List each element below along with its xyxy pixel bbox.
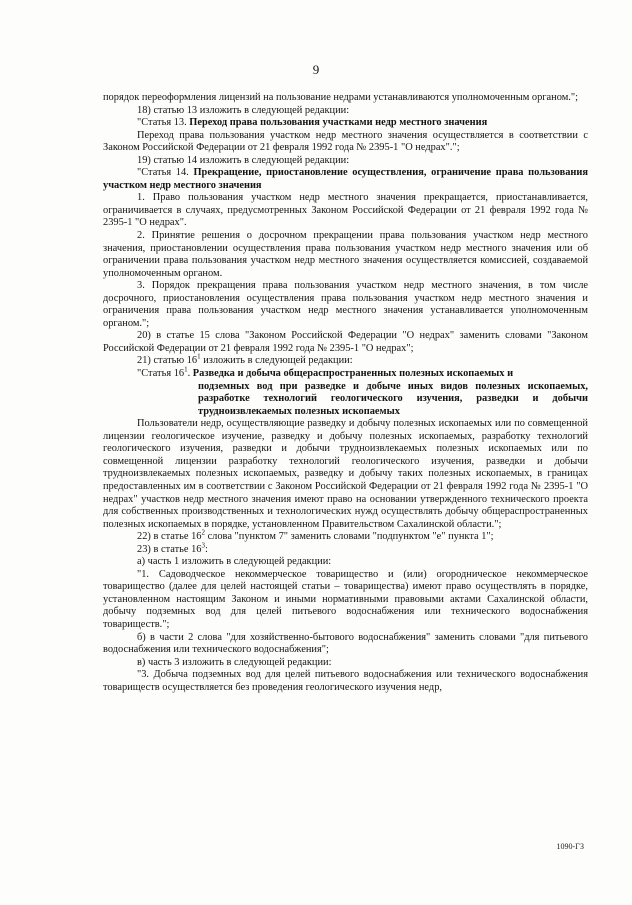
subitem-v: в) часть 3 изложить в следующей редакции: (137, 656, 332, 668)
article-14-title: Прекращение, приостановление осуществления, ограничение права пользования участком недр местного значения (103, 167, 589, 191)
document-code: 1090-ГЗ (556, 842, 584, 851)
article-14-part-3: 3. Порядок прекращения права пользования участком недр местного значения, в том числе досрочного, приостановления осуществления права пользования участком недр местного значения и ограничения права пользования участком недр местного значения устанавливается уполномоченным органом."; (103, 280, 588, 329)
amendment-item-21-text-a: 21) статью 16 (137, 355, 198, 367)
article-14-prefix: "Статья 14. (137, 167, 194, 179)
article-16-1-title-rest: подземных вод при разведке и добыче иных видов полезных ископаемых, разработке технологий геологического изучения, разведки и добычи трудноизвлекаемых полезных ископаемых (198, 380, 588, 417)
amendment-item-19: 19) статью 14 изложить в следующей редакции: (137, 154, 350, 166)
article-16-1-dot: . (187, 368, 193, 380)
article-16-1-sup: 1 (184, 365, 188, 374)
paragraph-licence-reissue: порядок переоформления лицензий на пользование недрами устанавливаются уполномоченным органом."; (103, 92, 579, 103)
article-16-1-text: Пользователи недр, осуществляющие разведку и добычу полезных ископаемых или по совмещенной лицензии геологическое изучение, разведку и добычу полезных ископаемых, разработку технологий геологического изучения, разведки и добычи трудноизвлекаемых полезных ископаемых или по совмещенной лицензии разработку технологий геологического изучения, разведки и добычи трудноизвлекаемых полезных ископаемых, разведку и добычу таких полезных ископаемых, в границах предоставленных им в соответствии с Законом Российской Федерации от 21 февраля 1992 года № 2395-1 "О недрах" участков недр местного значения имеют право на основании утвержденного технического проекта для собственных производственных и технологических нужд осуществлять добычу общераспространенных полезных ископаемых в порядке, установленном Правительством Сахалинской области."; (103, 418, 588, 530)
amendment-item-22-text-b: слова "пунктом 7" заменить словами "подпунктом "е" пункта 1"; (204, 531, 494, 543)
subitem-b: б) в части 2 слова "для хозяйственно-бытового водоснабжения" заменить словами "для питьевого водоснабжения или технического водоснабжения"; (103, 631, 588, 656)
amendment-item-23 (103, 541, 588, 557)
article-16-1-title-line-1: Разведка и добыча общераспространенных полезных ископаемых и (192, 368, 514, 380)
amendment-item-22-sup: 2 (201, 528, 205, 537)
amendment-item-23-text-a: 23) в статье 16 (137, 543, 202, 555)
amendment-item-20: 20) в статье 15 слова "Законом Российской Федерации "О недрах" заменить словами "Законом Российской Федерации от 21 февраля 1992 года № 2395-1 "О недрах"; (103, 330, 588, 354)
article-16-1-prefix: "Статья 16 (137, 368, 185, 380)
article-13-prefix: "Статья 13. (137, 117, 190, 129)
amendment-item-23-text-b: : (204, 543, 208, 555)
article-16-3-part-3: "3. Добыча подземных вод для целей питьевого водоснабжения или технического водоснабжения товариществ осуществляется без проведения геологического изучения недр, (103, 669, 588, 693)
amendment-item-21 (103, 355, 588, 368)
article-16-3-part-1: "1. Садоводческое некоммерческое товарищество и (или) огородническое некоммерческое товарищество (далее для целей настоящей статьи – товарищества) имеют право осуществлять в порядке, установленном настоящим Законом и иными нормативными правовыми актами Сахалинской области, добычу подземных вод для целей питьевого водоснабжения или технического водоснабжения товариществ."; (103, 568, 588, 630)
document-body (103, 92, 588, 694)
article-14-part-1: 1. Право пользования участком недр местного значения прекращается, приостанавливается, ограничивается в случаях, предусмотренных Законом Российской Федерации от 21 февраля 1992 года № 2395-1 "О недрах". (103, 192, 588, 229)
article-13-text: Переход права пользования участком недр местного значения осуществляется в соответствии с Законом Российской Федерации от 21 февраля 1992 года № 2395-1 "О недрах"."; (103, 129, 588, 154)
article-13-heading (103, 117, 588, 130)
amendment-item-18: 18) статью 13 изложить в следующей редакции: (137, 104, 350, 116)
article-14-part-2: 2. Принятие решения о досрочном прекращении права пользования участком недр местного значения, приостановлении осуществления права пользования участком недр местного значения или об ограничении права пользования участком недр местного значения осуществляется комиссией, создаваемой уполномоченным органом. (103, 230, 588, 279)
amendment-item-22 (103, 528, 588, 544)
article-13-title: Переход права пользования участками недр местного значения (189, 117, 488, 129)
article-14-heading (103, 167, 588, 192)
article-16-1-heading (103, 365, 588, 381)
page-number: 9 (312, 62, 320, 77)
amendment-item-21-sup: 1 (197, 353, 201, 362)
amendment-item-21-text-b: изложить в следующей редакции: (200, 355, 353, 367)
subitem-a: а) часть 1 изложить в следующей редакции: (137, 556, 332, 568)
amendment-item-23-sup: 3 (201, 541, 205, 550)
amendment-item-22-text-a: 22) в статье 16 (137, 531, 202, 543)
